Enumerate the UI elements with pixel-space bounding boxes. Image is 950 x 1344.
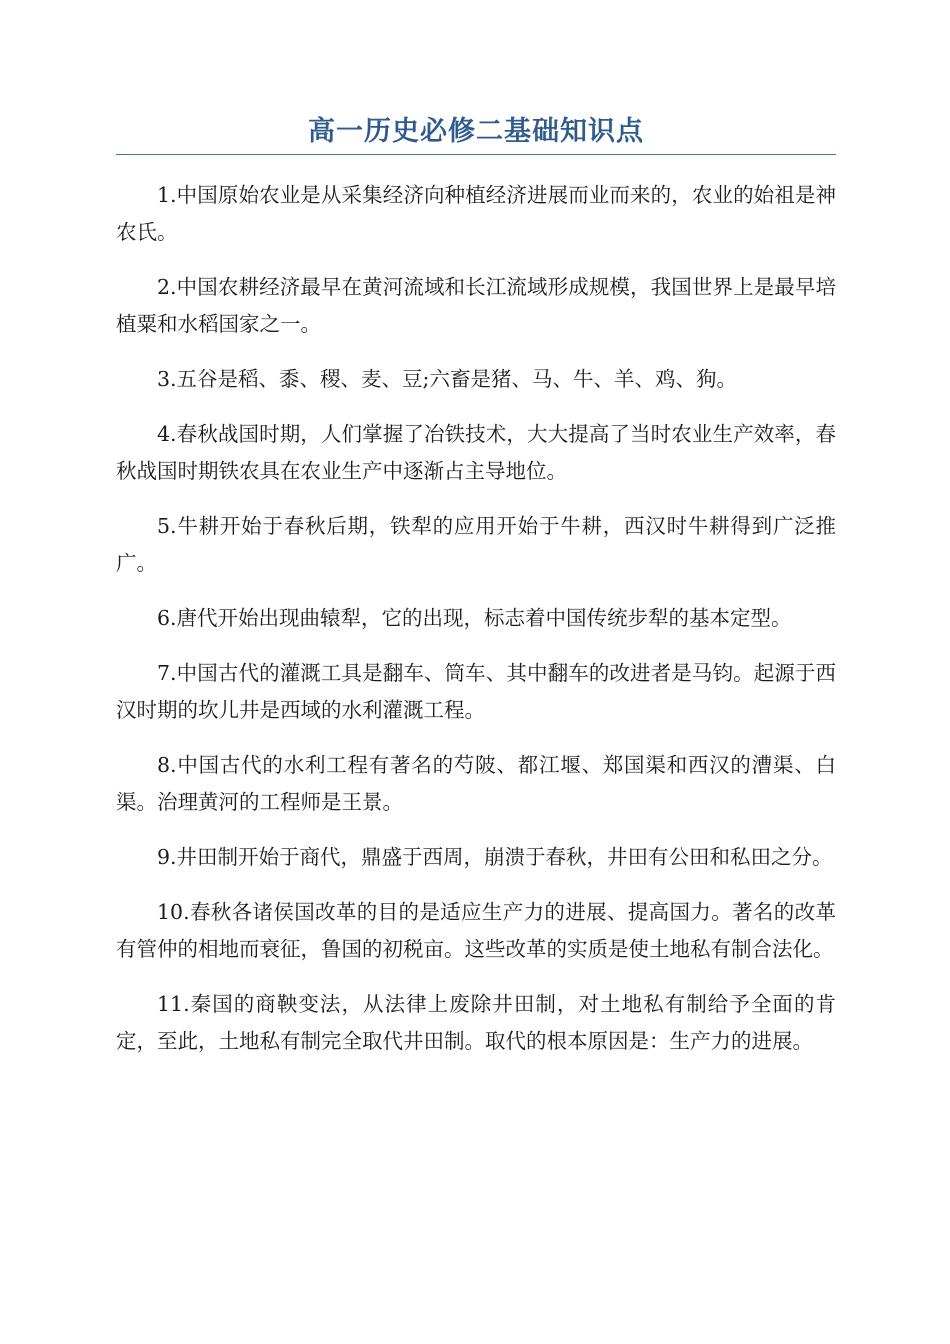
paragraph-1: 1.中国原始农业是从采集经济向种植经济进展而业而来的，农业的始祖是神农氏。 bbox=[116, 183, 836, 244]
document-title: 高一历史必修二基础知识点 bbox=[308, 116, 644, 147]
paragraph-10: 10.春秋各诸侯国改革的目的是适应生产力的进展、提高国力。著名的改革有管仲的相地而衰征，鲁国的初税亩。这些改革的实质是使土地私有制合法化。 bbox=[116, 900, 836, 961]
paragraph-6: 6.唐代开始出现曲辕犁，它的出现，标志着中国传统步犁的基本定型。 bbox=[157, 606, 792, 630]
paragraph-4: 4.春秋战国时期，人们掌握了冶铁技术，大大提高了当时农业生产效率，春秋战国时期铁农具在农业生产中逐渐占主导地位。 bbox=[116, 422, 836, 483]
paragraph-8: 8.中国古代的水利工程有著名的芍陂、都江堰、郑国渠和西汉的漕渠、白渠。治理黄河的工程师是王景。 bbox=[116, 753, 836, 814]
title-underline bbox=[116, 154, 836, 155]
paragraph-11: 11.秦国的商鞅变法，从法律上废除井田制，对土地私有制给予全面的肯定，至此，土地私有制完全取代井田制。取代的根本原因是：生产力的进展。 bbox=[116, 992, 836, 1053]
paragraph-5: 5.牛耕开始于春秋后期，铁犁的应用开始于牛耕，西汉时牛耕得到广泛推广。 bbox=[116, 514, 836, 575]
document-page bbox=[116, 112, 836, 1078]
paragraph-3: 3.五谷是稻、黍、稷、麦、豆;六畜是猪、马、牛、羊、鸡、狗。 bbox=[157, 367, 737, 391]
paragraph-2: 2.中国农耕经济最早在黄河流域和长江流域形成规模，我国世界上是最早培植粟和水稻国家之一。 bbox=[116, 275, 836, 336]
paragraph-7: 7.中国古代的灌溉工具是翻车、筒车、其中翻车的改进者是马钧。起源于西汉时期的坎儿井是西域的水利灌溉工程。 bbox=[116, 661, 836, 722]
paragraph-9: 9.井田制开始于商代，鼎盛于西周，崩溃于春秋，井田有公田和私田之分。 bbox=[157, 845, 833, 869]
